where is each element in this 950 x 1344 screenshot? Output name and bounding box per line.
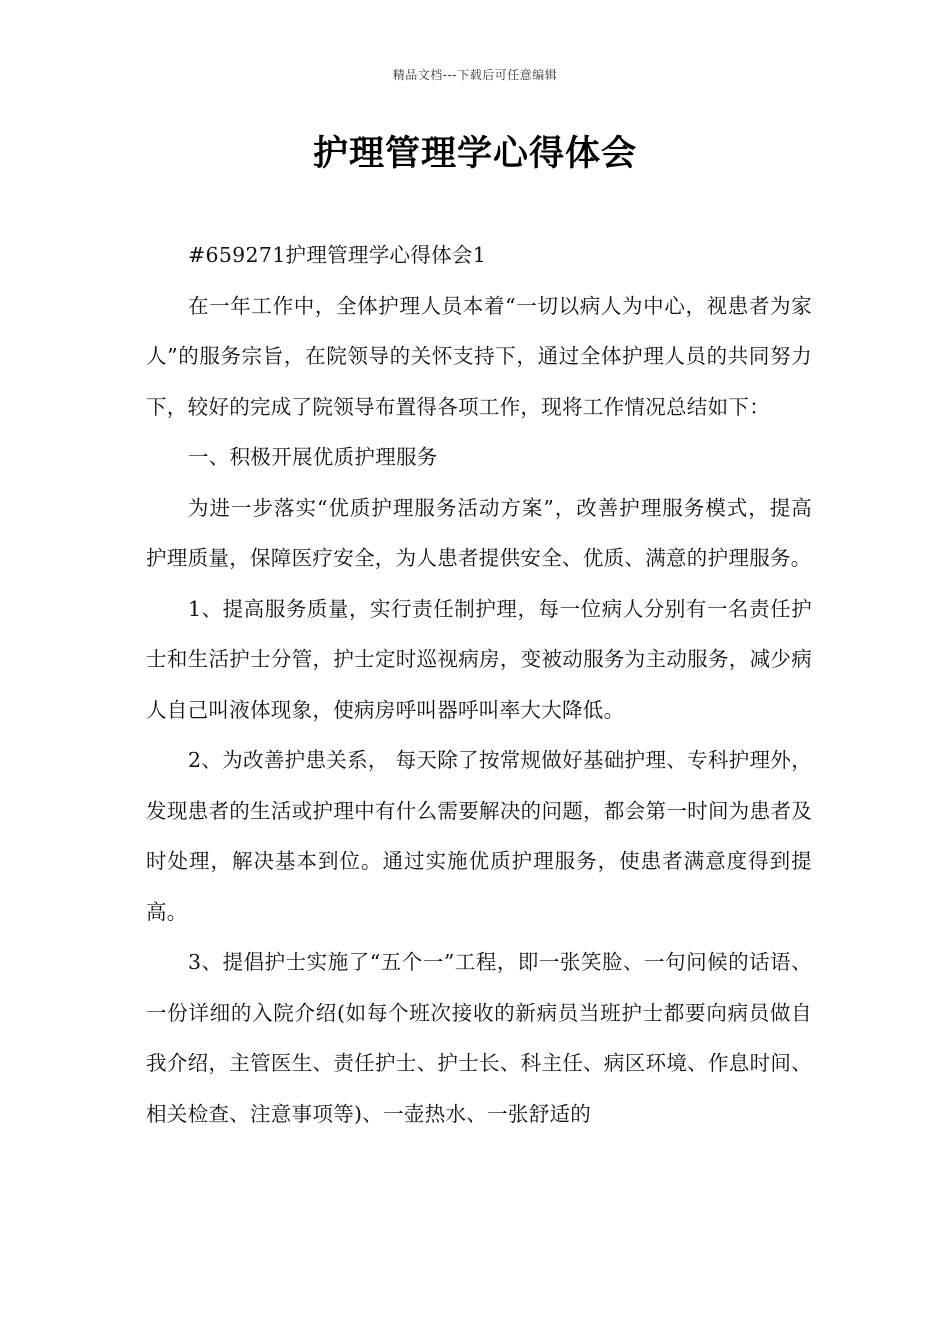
header-note: 精品文档---下载后可任意编辑 — [392, 68, 558, 82]
paragraph-subtitle: #659271护理管理学心得体会1 — [188, 243, 487, 267]
paragraph-item-1: 1、提高服务质量，实行责任制护理，每一位病人分别有一名责任护士和生活护士分管，护士定时巡视病房，变被动服务为主动服务，减少病人自己叫液体现象，使病房呼叫器呼叫率大大降低。 — [146, 596, 812, 722]
paragraph-item-3: 3、提倡护士实施了“五个一”工程，即一张笑脸、一句问候的话语、一份详细的入院介绍(如每个班次接收的新病员当班护士都要向病员做自我介绍，主管医生、责任护士、护士长、科主任、病区环境、作息时间、相关检查、注意事项等)、一壶热水、一张舒适的 — [146, 950, 812, 1126]
paragraph-section-1: 为进一步落实“优质护理服务活动方案”，改善护理服务模式，提高护理质量，保障医疗安全，为人患者提供安全、优质、满意的护理服务。 — [146, 495, 812, 570]
paragraph-item-2: 2、为改善护患关系， 每天除了按常规做好基础护理、专科护理外，发现患者的生活或护理中有什么需要解决的问题，都会第一时间为患者及时处理，解决基本到位。通过实施优质护理服务，使患者满意度得到提高。 — [146, 748, 812, 924]
document-title: 护理管理学心得体会 — [312, 134, 637, 174]
paragraph-intro: 在一年工作中，全体护理人员本着“一切以病人为中心，视患者为家人”的服务宗旨，在院领导的关怀支持下，通过全体护理人员的共同努力下，较好的完成了院领导布置得各项工作，现将工作情况总结如下： — [146, 293, 812, 419]
document-body — [146, 230, 812, 1139]
section-heading-1: 一、积极开展优质护理服务 — [188, 445, 438, 469]
